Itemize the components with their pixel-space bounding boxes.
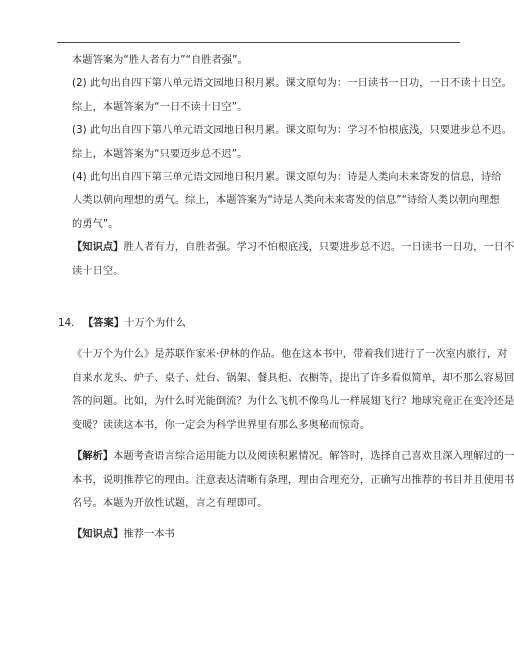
analysis-line: 本书，说明推荐它的理由。注意表达清晰有条理，理由合理充分，正确写出推荐的书目并且使用书 xyxy=(72,474,514,486)
intro-paragraph-line: 答的问题。比如，为什么时光能倒流？为什么飞机不像鸟儿一样展翅飞行？地球究竟正在变冷还是 xyxy=(72,396,514,408)
item-4-answer: 人类以朝向理想的勇气。综上，本题答案为“诗是人类向未来寄发的信息”“诗给人类以朝向理想 xyxy=(72,195,500,207)
analysis-line xyxy=(58,445,514,468)
analysis-line: 名号。本题为开放性试题，言之有理即可。 xyxy=(72,497,268,509)
item-4-answer-end: 的勇气”。 xyxy=(72,218,119,230)
item-3-answer: 综上，本题答案为“只要迈步总不迟”。 xyxy=(72,148,248,160)
document-body xyxy=(58,49,514,547)
knowledge-point-tag: 【知识点】 xyxy=(72,529,124,541)
section-gap xyxy=(58,283,462,312)
answer-tag: 【答案】 xyxy=(83,318,125,330)
knowledge-point xyxy=(58,236,514,259)
spacer xyxy=(58,515,462,523)
header-rule xyxy=(57,42,460,43)
analysis-text: 本题考查语言综合运用能力以及阅读积累情况。解答时，选择自己喜欢且深入理解过的一 xyxy=(113,451,514,463)
question-14-answer xyxy=(58,312,462,335)
answer-line: 本题答案为“胜人者有力”“自胜者强”。 xyxy=(72,55,248,66)
spacer xyxy=(58,437,462,445)
knowledge-point-tag: 【知识点】 xyxy=(72,242,124,254)
answer-text: 十万个为什么 xyxy=(124,318,186,330)
knowledge-point xyxy=(58,523,462,546)
intro-paragraph-line: 自来水龙头、炉子、桌子、灶台、锅架、餐具柜、衣橱等，提出了许多看似简单，却不那么容易回 xyxy=(72,372,514,384)
analysis-tag: 【解析】 xyxy=(72,451,114,463)
item-2-source: (2) 此句出自四下第八单元语文园地日积月累。课文原句为：一日读书一日功，一日不读十日空。 xyxy=(72,78,512,90)
spacer xyxy=(58,335,462,343)
intro-paragraph-line: 变暖？读读这本书，你一定会为科学世界里有那么多奥秘而惊奇。 xyxy=(72,419,371,431)
intro-paragraph-line: 《十万个为什么》是苏联作家米·伊林的作品。他在这本书中，带着我们进行了一次室内旅行，对 xyxy=(72,349,508,361)
item-4-source: (4) 此句出自四下第三单元语文园地日积月累。课文原句为：诗是人类向未来寄发的信息，诗给 xyxy=(72,172,502,184)
item-2-answer: 综上，本题答案为“一日不读十日空”。 xyxy=(72,101,248,113)
item-3-source: (3) 此句出自四下第八单元语文园地日积月累。课文原句为：学习不怕根底浅，只要进步总不迟。 xyxy=(72,125,512,137)
knowledge-point-cont: 读十日空。 xyxy=(72,265,124,277)
knowledge-point-text: 胜人者有力，自胜者强。学习不怕根底浅，只要进步总不迟。一日读书一日功，一日不 xyxy=(123,242,514,254)
question-number: 14. xyxy=(58,318,75,330)
knowledge-point-text: 推荐一本书 xyxy=(123,529,175,541)
